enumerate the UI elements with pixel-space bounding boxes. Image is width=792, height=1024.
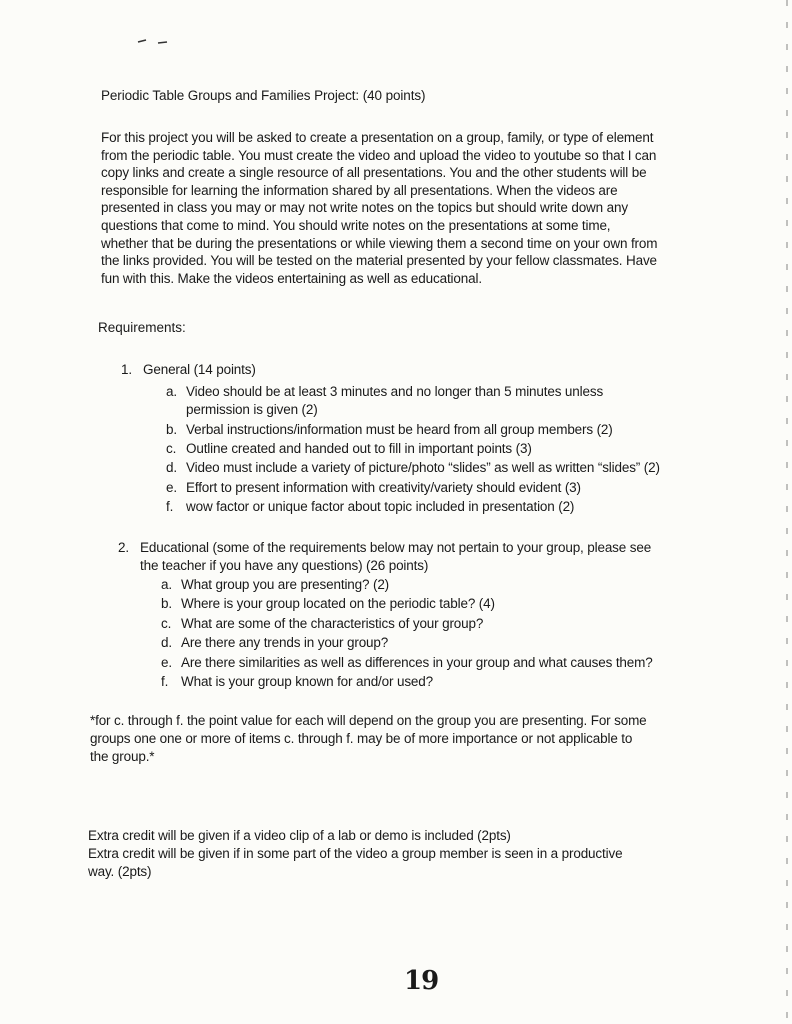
intro-line: fun with this. Make the videos entertaining as well as educational. [101,270,482,286]
item-text: Verbal instructions/information must be heard from all group members (2) [186,422,613,437]
section-general [121,362,256,377]
item-text: Video should be at least 3 minutes and no longer than 5 minutes unless [186,384,604,399]
item-text: Where is your group located on the periodic table? (4) [181,596,495,611]
extra-credit-line: way. (2pts) [88,864,152,879]
footnote-line: the group.* [90,749,155,764]
document-title: Periodic Table Groups and Families Project: (40 points) [101,88,426,103]
stray-pen-mark [136,36,176,46]
list-item [166,384,603,399]
item-text: What group you are presenting? (2) [181,577,390,592]
item-letter: a. [166,384,177,399]
section-number: 2. [118,540,129,555]
intro-line: from the periodic table. You must create the video and upload the video to youtube so that I can [101,147,657,163]
list-item [166,441,532,456]
list-item [161,577,389,592]
intro-line: whether that be during the presentations or while viewing them a second time on your own from [101,235,658,251]
item-letter: c. [166,441,177,456]
list-item [161,655,653,670]
handwritten-page-number: 19 [404,966,439,996]
scan-edge-artifact [786,0,788,1024]
list-item [166,499,574,514]
list-item [166,480,581,495]
item-text: What are some of the characteristics of your group? [181,616,484,631]
section-title: the teacher if you have any questions) (26 points) [140,558,429,573]
item-text: Are there any trends in your group? [181,635,389,650]
intro-line: questions that come to mind. You should write notes on the presentations at some time, [101,217,611,233]
item-text: Video must include a variety of picture/photo “slides” as well as written “slides” (2) [186,460,660,475]
list-item [161,596,495,611]
section-title: Educational (some of the requirements below may not pertain to your group, please see [140,540,652,555]
item-letter: b. [161,596,172,611]
item-text: What is your group known for and/or used? [181,674,433,689]
intro-line: the links provided. You will be tested on the material presented by your fellow classmates. Have [101,253,657,269]
section-title: General (14 points) [143,362,256,377]
list-item [161,616,483,631]
item-letter: f. [166,499,174,514]
item-letter: f. [161,674,169,689]
intro-line: responsible for learning the information shared by all presentations. When the videos are [101,182,618,198]
item-text: Are there similarities as well as differences in your group and what causes them? [181,655,653,670]
intro-line: presented in class you may or may not write notes on the topics but should write down any [101,200,628,216]
section-title-continuation [140,558,428,573]
list-item [161,674,433,689]
item-letter: b. [166,422,177,437]
extra-credit-line: Extra credit will be given if a video clip of a lab or demo is included (2pts) [88,828,511,843]
intro-line: copy links and create a single resource of all presentations. You and the other students will be [101,165,647,181]
item-text: wow factor or unique factor about topic included in presentation (2) [186,499,575,514]
section-educational [118,540,651,555]
item-text: Outline created and handed out to fill in important points (3) [186,441,532,456]
item-letter: e. [166,480,177,495]
item-letter: d. [166,460,177,475]
item-letter: d. [161,635,172,650]
intro-line: For this project you will be asked to create a presentation on a group, family, or type of element [101,130,654,145]
item-letter: c. [161,616,172,631]
requirements-heading: Requirements: [98,320,186,335]
item-letter: e. [161,655,172,670]
footnote-line: groups one one or more of items c. through f. may be of more importance or not applicable to [90,731,633,746]
item-letter: a. [161,577,172,592]
list-item-continuation [186,402,318,417]
list-item [161,635,388,650]
item-text: Effort to present information with creativity/variety should evident (3) [186,480,581,495]
item-text: permission is given (2) [186,402,318,417]
intro-paragraph [101,129,701,287]
list-item [166,460,660,475]
extra-credit-line: Extra credit will be given if in some part of the video a group member is seen in a productive [88,846,623,861]
section-number: 1. [121,362,132,377]
list-item [166,422,613,437]
footnote-line: *for c. through f. the point value for each will depend on the group you are presenting. For some [90,713,647,728]
footnote [90,712,710,766]
